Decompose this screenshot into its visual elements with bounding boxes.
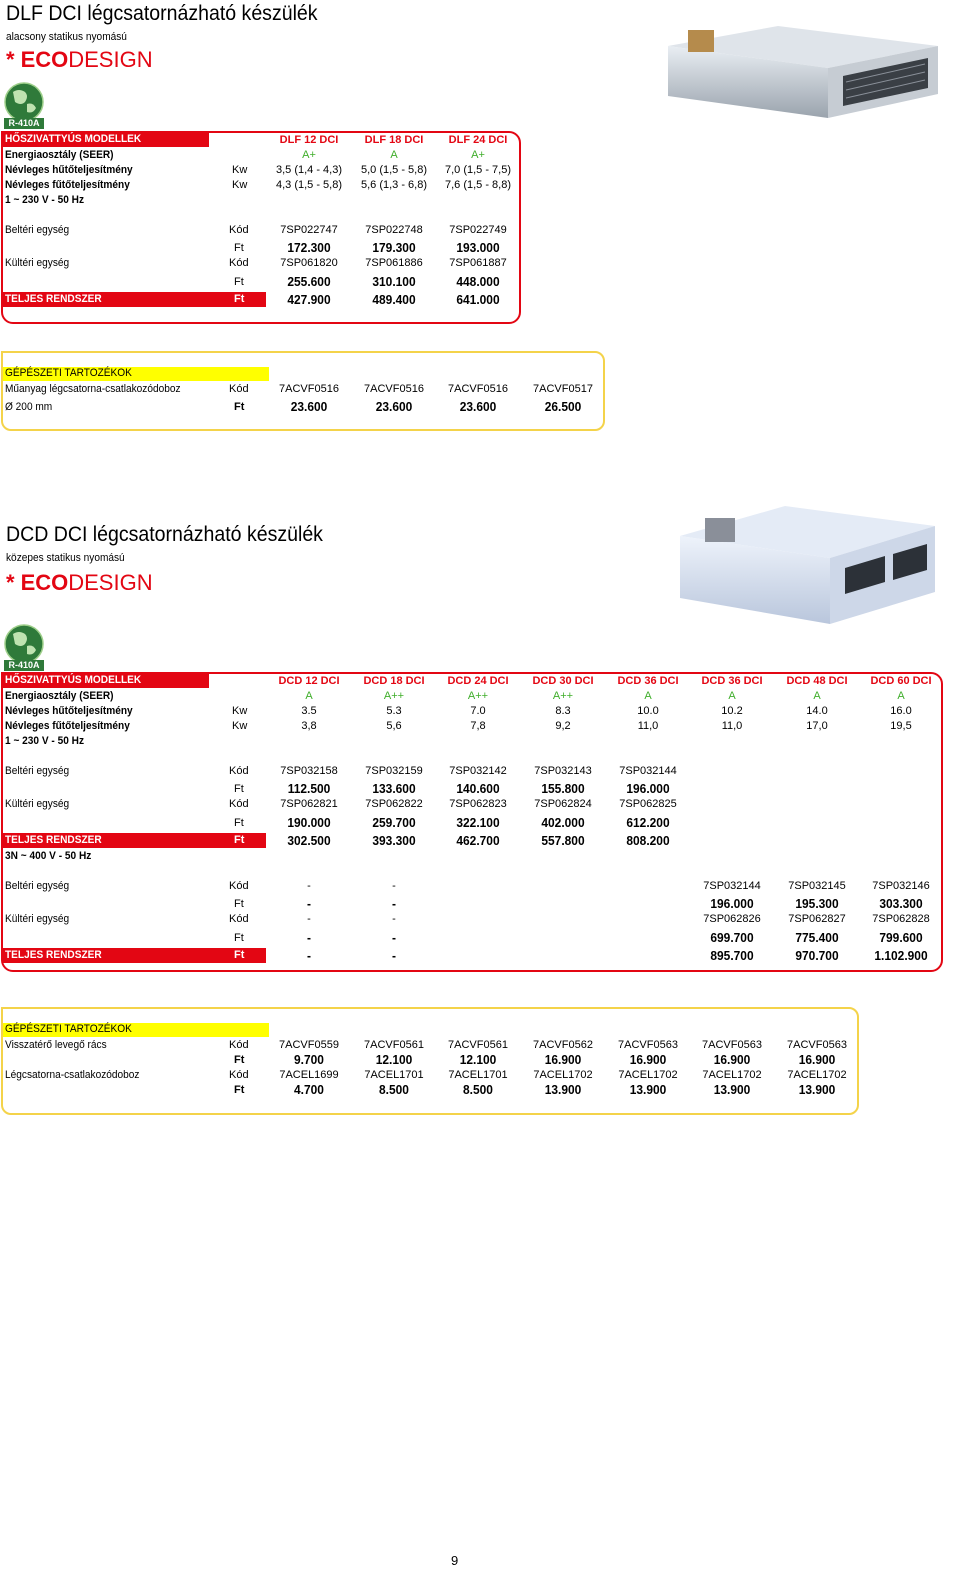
dcd-cooling: 7.0 — [470, 705, 486, 717]
dcd-acc-item2-code: 7ACEL1699 — [279, 1069, 339, 1081]
dlf-acc-code-unit: Kód — [229, 383, 249, 395]
dlf-outdoor-code: 7SP061886 — [365, 257, 423, 269]
dcd-acc-header-bar — [3, 1023, 269, 1037]
dlf-unit-image — [648, 6, 948, 126]
dcd-outdoor1-code: 7SP062823 — [449, 798, 507, 810]
dlf-subtitle: alacsony statikus nyomású — [6, 31, 127, 43]
dcd-acc-item2-code: 7ACEL1701 — [364, 1069, 424, 1081]
dcd-heating-label: Névleges fűtőteljesítmény — [5, 720, 130, 732]
dlf-outdoor-price: 310.100 — [372, 274, 416, 289]
dlf-title: DLF DCI légcsatornázható készülék — [6, 2, 318, 25]
dlf-indoor-code-unit: Kód — [229, 224, 249, 236]
dlf-model: DLF 12 DCI — [279, 134, 339, 146]
dcd-outdoor1-code: 7SP062824 — [534, 798, 592, 810]
dcd-acc-code-unit: Kód — [229, 1039, 249, 1051]
dcd-outdoor-label: Kültéri egység — [5, 913, 70, 925]
dcd-total-unit: Ft — [234, 949, 245, 961]
dcd-indoor1-price: 196.000 — [626, 781, 670, 796]
dcd-acc-item1-code: 7ACVF0562 — [533, 1039, 593, 1051]
r410a-badge-icon — [3, 624, 45, 672]
dlf-outdoor-price: 448.000 — [456, 274, 500, 289]
dcd-indoor1-code: 7SP032159 — [365, 765, 423, 777]
dcd-indoor1-code: 7SP032144 — [619, 765, 677, 777]
dcd-acc-item1-price: 12.100 — [459, 1052, 497, 1067]
dlf-acc-price: 26.500 — [544, 399, 582, 414]
dcd-total-label: TELJES RENDSZER — [5, 949, 102, 961]
dcd-outdoor1-price: 190.000 — [287, 815, 331, 830]
dcd-acc-item1-price: 12.100 — [375, 1052, 413, 1067]
dcd-acc-item1-price: 9.700 — [294, 1052, 324, 1067]
dcd-heating: 3,8 — [301, 720, 317, 732]
dlf-model: DLF 24 DCI — [448, 134, 508, 146]
dcd-acc-item1-code: 7ACVF0563 — [618, 1039, 678, 1051]
dcd-dash: - — [307, 880, 311, 892]
dcd-acc-item2-price: 13.900 — [713, 1082, 751, 1097]
dlf-header-label: HŐSZIVATTYÚS MODELLEK — [5, 133, 142, 145]
dcd-acc-price-unit: Ft — [234, 1084, 245, 1096]
r410a-badge-icon — [3, 82, 45, 130]
dcd-heating: 7,8 — [470, 720, 486, 732]
dcd-dash: - — [392, 896, 396, 911]
dlf-cooling-unit: Kw — [232, 164, 248, 176]
dlf-indoor-code: 7SP022749 — [449, 224, 507, 236]
dlf-heating: 4,3 (1,5 - 5,8) — [275, 179, 343, 191]
dcd-title: DCD DCI légcsatornázható készülék — [6, 523, 323, 546]
dcd-total-unit: Ft — [234, 834, 245, 846]
dcd-model: DCD 36 DCI — [701, 675, 763, 687]
dcd-subtitle: közepes statikus nyomású — [6, 552, 125, 564]
dcd-outdoor1-price: 402.000 — [541, 815, 585, 830]
dcd-cooling: 10.0 — [637, 705, 659, 717]
dcd-acc-item1-price: 16.900 — [629, 1052, 667, 1067]
dcd-cooling-unit: Kw — [232, 705, 248, 717]
dcd-acc-item2-code: 7ACEL1702 — [533, 1069, 593, 1081]
dcd-acc-item2-code: 7ACEL1702 — [787, 1069, 847, 1081]
dcd-outdoor3-price: 699.700 — [710, 930, 754, 945]
dcd-energy-label: Energiaosztály (SEER) — [5, 690, 114, 702]
dcd-dash: - — [307, 948, 311, 963]
r410a-badge-label: R-410A — [8, 118, 40, 128]
dcd-indoor3-code: 7SP032144 — [703, 880, 761, 892]
dcd-outdoor1-code: 7SP062825 — [619, 798, 677, 810]
dcd-cooling: 16.0 — [890, 705, 912, 717]
dcd-outdoor-code-unit: Kód — [229, 798, 249, 810]
dcd-energy: A++ — [552, 690, 574, 702]
dlf-cooling: 5,0 (1,5 - 5,8) — [360, 164, 428, 176]
dlf-energy-label: Energiaosztály (SEER) — [5, 149, 114, 161]
dlf-model: DLF 18 DCI — [364, 134, 424, 146]
dcd-indoor1-code: 7SP032143 — [534, 765, 592, 777]
dcd-energy: A — [644, 690, 652, 702]
dcd-energy: A — [728, 690, 736, 702]
r410a-badge-label: R-410A — [8, 660, 40, 670]
dcd-indoor-price-unit: Ft — [234, 898, 244, 910]
dcd-acc-item1-price: 16.900 — [713, 1052, 751, 1067]
dcd-heating: 9,2 — [555, 720, 571, 732]
dlf-heating-unit: Kw — [232, 179, 248, 191]
dcd-indoor1-price: 112.500 — [287, 781, 331, 796]
dcd-total1-price: 808.200 — [626, 833, 670, 848]
dlf-acc-price: 23.600 — [459, 399, 497, 414]
dcd-dash: - — [307, 930, 311, 945]
dcd-model: DCD 48 DCI — [786, 675, 848, 687]
dcd-ecodesign-logo: * ECODESIGN — [6, 570, 153, 595]
dlf-acc-code: 7ACVF0516 — [448, 383, 508, 395]
dcd-total1-price: 302.500 — [287, 833, 331, 848]
dlf-acc-price: 23.600 — [290, 399, 328, 414]
dlf-indoor-code: 7SP022748 — [365, 224, 423, 236]
dcd-model: DCD 24 DCI — [447, 675, 509, 687]
dlf-total-bar — [3, 292, 266, 307]
dcd-indoor-code-unit: Kód — [229, 765, 249, 777]
dcd-energy: A++ — [383, 690, 405, 702]
dcd-power3-label: 3N ~ 400 V - 50 Hz — [5, 850, 92, 862]
dcd-acc-item2-price: 4.700 — [294, 1082, 324, 1097]
dcd-heating: 17,0 — [806, 720, 828, 732]
dcd-indoor3-price: 196.000 — [710, 896, 754, 911]
dcd-acc-item1-price: 16.900 — [544, 1052, 582, 1067]
dcd-energy: A++ — [467, 690, 489, 702]
dlf-total-price: 489.400 — [372, 292, 416, 307]
dcd-outdoor-price-unit: Ft — [234, 817, 244, 829]
dcd-outdoor3-code: 7SP062828 — [872, 913, 930, 925]
dcd-total1-price: 462.700 — [456, 833, 500, 848]
dlf-acc-item-label: Műanyag légcsatorna-csatlakozódoboz — [5, 383, 181, 395]
dcd-dash: - — [307, 913, 311, 925]
dcd-total1-price: 393.300 — [372, 833, 416, 848]
dcd-indoor1-price: 155.800 — [541, 781, 585, 796]
dcd-indoor-label: Beltéri egység — [5, 880, 70, 892]
dlf-acc-header-bar — [3, 367, 269, 381]
dcd-acc-item1-label: Visszatérő levegő rács — [5, 1039, 107, 1051]
dcd-cooling: 5.3 — [386, 705, 402, 717]
dcd-total1-bar — [3, 833, 266, 848]
dcd-dash: - — [392, 880, 396, 892]
dlf-acc-header-label: GÉPÉSZETI TARTOZÉKOK — [5, 367, 132, 379]
dcd-heating: 19,5 — [890, 720, 912, 732]
dlf-outdoor-label: Kültéri egység — [5, 257, 70, 269]
dlf-indoor-label: Beltéri egység — [5, 224, 70, 236]
dlf-acc-code: 7ACVF0516 — [279, 383, 339, 395]
dlf-heating: 5,6 (1,3 - 6,8) — [360, 179, 428, 191]
dcd-model: DCD 18 DCI — [363, 675, 425, 687]
page-number: 9 — [451, 1553, 459, 1568]
dlf-total-label: TELJES RENDSZER — [5, 293, 102, 305]
dcd-indoor1-price: 140.600 — [456, 781, 500, 796]
dlf-acc-price-unit: Ft — [234, 401, 245, 413]
dlf-ecodesign-logo: * ECODESIGN — [6, 47, 153, 72]
dcd-power1-label: 1 ~ 230 V - 50 Hz — [5, 735, 85, 747]
dlf-indoor-price: 193.000 — [456, 240, 500, 255]
dlf-cooling: 7,0 (1,5 - 7,5) — [444, 164, 512, 176]
dcd-outdoor3-price: 775.400 — [795, 930, 839, 945]
dcd-acc-item2-price: 8.500 — [463, 1082, 493, 1097]
dcd-indoor3-price: 195.300 — [795, 896, 839, 911]
dcd-outdoor-price-unit: Ft — [234, 932, 244, 944]
dcd-indoor1-code: 7SP032158 — [280, 765, 338, 777]
dcd-dash: - — [392, 913, 396, 925]
dcd-acc-item1-code: 7ACVF0559 — [279, 1039, 339, 1051]
dlf-indoor-price: 172.300 — [287, 240, 331, 255]
dlf-power-label: 1 ~ 230 V - 50 Hz — [5, 194, 85, 206]
dcd-acc-item2-price: 8.500 — [379, 1082, 409, 1097]
dlf-indoor-price: 179.300 — [372, 240, 416, 255]
dcd-outdoor3-code: 7SP062826 — [703, 913, 761, 925]
dlf-outdoor-code: 7SP061887 — [449, 257, 507, 269]
dcd-acc-item1-code: 7ACVF0561 — [448, 1039, 508, 1051]
dcd-dash: - — [392, 930, 396, 945]
dlf-total-price: 641.000 — [456, 292, 500, 307]
dcd-cooling-label: Névleges hűtőteljesítmény — [5, 705, 133, 717]
dlf-heating-label: Névleges fűtőteljesítmény — [5, 179, 130, 191]
dcd-total3-bar — [3, 948, 266, 963]
dcd-outdoor1-code: 7SP062822 — [365, 798, 423, 810]
dcd-indoor3-code: 7SP032146 — [872, 880, 930, 892]
dcd-cooling: 8.3 — [555, 705, 571, 717]
dcd-total3-price: 970.700 — [795, 948, 839, 963]
dcd-indoor-code-unit: Kód — [229, 880, 249, 892]
dcd-acc-item2-price: 13.900 — [798, 1082, 836, 1097]
dcd-outdoor3-code: 7SP062827 — [788, 913, 846, 925]
dcd-acc-item1-price: 16.900 — [798, 1052, 836, 1067]
dlf-indoor-code: 7SP022747 — [280, 224, 338, 236]
dlf-acc-size-label: Ø 200 mm — [5, 401, 53, 413]
dcd-energy: A — [897, 690, 905, 702]
dlf-total-price: 427.900 — [287, 292, 331, 307]
dcd-cooling: 3.5 — [301, 705, 317, 717]
dcd-outdoor-code-unit: Kód — [229, 913, 249, 925]
dcd-unit-image — [665, 496, 945, 636]
dcd-cooling: 10.2 — [721, 705, 743, 717]
dcd-dash: - — [392, 948, 396, 963]
dcd-acc-header-label: GÉPÉSZETI TARTOZÉKOK — [5, 1023, 132, 1035]
dcd-outdoor1-price: 612.200 — [626, 815, 670, 830]
dcd-heating-unit: Kw — [232, 720, 248, 732]
dlf-acc-code: 7ACVF0516 — [364, 383, 424, 395]
dcd-header-label: HŐSZIVATTYÚS MODELLEK — [5, 674, 142, 686]
dlf-acc-price: 23.600 — [375, 399, 413, 414]
dcd-outdoor1-code: 7SP062821 — [280, 798, 338, 810]
dlf-indoor-price-unit: Ft — [234, 242, 244, 254]
dcd-acc-item2-label: Légcsatorna-csatlakozódoboz — [5, 1069, 140, 1081]
dcd-heating: 5,6 — [386, 720, 402, 732]
dcd-acc-price-unit: Ft — [234, 1054, 245, 1066]
dcd-dash: - — [307, 896, 311, 911]
dlf-header-bar — [3, 133, 209, 147]
dcd-acc-code-unit: Kód — [229, 1069, 249, 1081]
dcd-acc-item1-code: 7ACVF0561 — [364, 1039, 424, 1051]
dcd-acc-item2-code: 7ACEL1702 — [702, 1069, 762, 1081]
dcd-energy: A — [813, 690, 821, 702]
dlf-acc-code: 7ACVF0517 — [533, 383, 593, 395]
dlf-energy: A+ — [302, 149, 316, 161]
dlf-cooling: 3,5 (1,4 - 4,3) — [275, 164, 343, 176]
dcd-total-label: TELJES RENDSZER — [5, 834, 102, 846]
dcd-model: DCD 36 DCI — [617, 675, 679, 687]
dcd-indoor-label: Beltéri egység — [5, 765, 70, 777]
dlf-outdoor-code: 7SP061820 — [280, 257, 338, 269]
dcd-model: DCD 30 DCI — [532, 675, 594, 687]
dcd-heating: 11,0 — [721, 720, 743, 732]
dcd-heating: 11,0 — [637, 720, 659, 732]
dcd-energy: A — [305, 690, 313, 702]
dcd-acc-item2-code: 7ACEL1702 — [618, 1069, 678, 1081]
dlf-outdoor-price-unit: Ft — [234, 276, 244, 288]
dcd-total1-price: 557.800 — [541, 833, 585, 848]
dcd-total3-price: 1.102.900 — [874, 948, 928, 963]
dcd-model: DCD 12 DCI — [278, 675, 340, 687]
dcd-cooling: 14.0 — [806, 705, 828, 717]
dcd-outdoor1-price: 322.100 — [456, 815, 500, 830]
dcd-acc-item1-code: 7ACVF0563 — [702, 1039, 762, 1051]
dcd-acc-item2-price: 13.900 — [544, 1082, 582, 1097]
dlf-total-unit: Ft — [234, 293, 245, 305]
dcd-acc-item1-code: 7ACVF0563 — [787, 1039, 847, 1051]
dcd-indoor3-code: 7SP032145 — [788, 880, 846, 892]
dlf-energy: A — [390, 149, 398, 161]
dcd-header-bar — [3, 674, 209, 688]
dcd-indoor1-code: 7SP032142 — [449, 765, 507, 777]
dcd-indoor-price-unit: Ft — [234, 783, 244, 795]
dcd-total3-price: 895.700 — [710, 948, 754, 963]
dcd-acc-item2-code: 7ACEL1701 — [448, 1069, 508, 1081]
dlf-outdoor-code-unit: Kód — [229, 257, 249, 269]
dcd-acc-item2-price: 13.900 — [629, 1082, 667, 1097]
dlf-cooling-label: Névleges hűtőteljesítmény — [5, 164, 133, 176]
dlf-energy: A+ — [471, 149, 485, 161]
dlf-outdoor-price: 255.600 — [287, 274, 331, 289]
dcd-indoor1-price: 133.600 — [372, 781, 416, 796]
dcd-outdoor3-price: 799.600 — [879, 930, 923, 945]
dcd-outdoor-label: Kültéri egység — [5, 798, 70, 810]
dcd-outdoor1-price: 259.700 — [372, 815, 416, 830]
dcd-model: DCD 60 DCI — [870, 675, 932, 687]
dcd-indoor3-price: 303.300 — [879, 896, 923, 911]
dlf-heating: 7,6 (1,5 - 8,8) — [444, 179, 512, 191]
